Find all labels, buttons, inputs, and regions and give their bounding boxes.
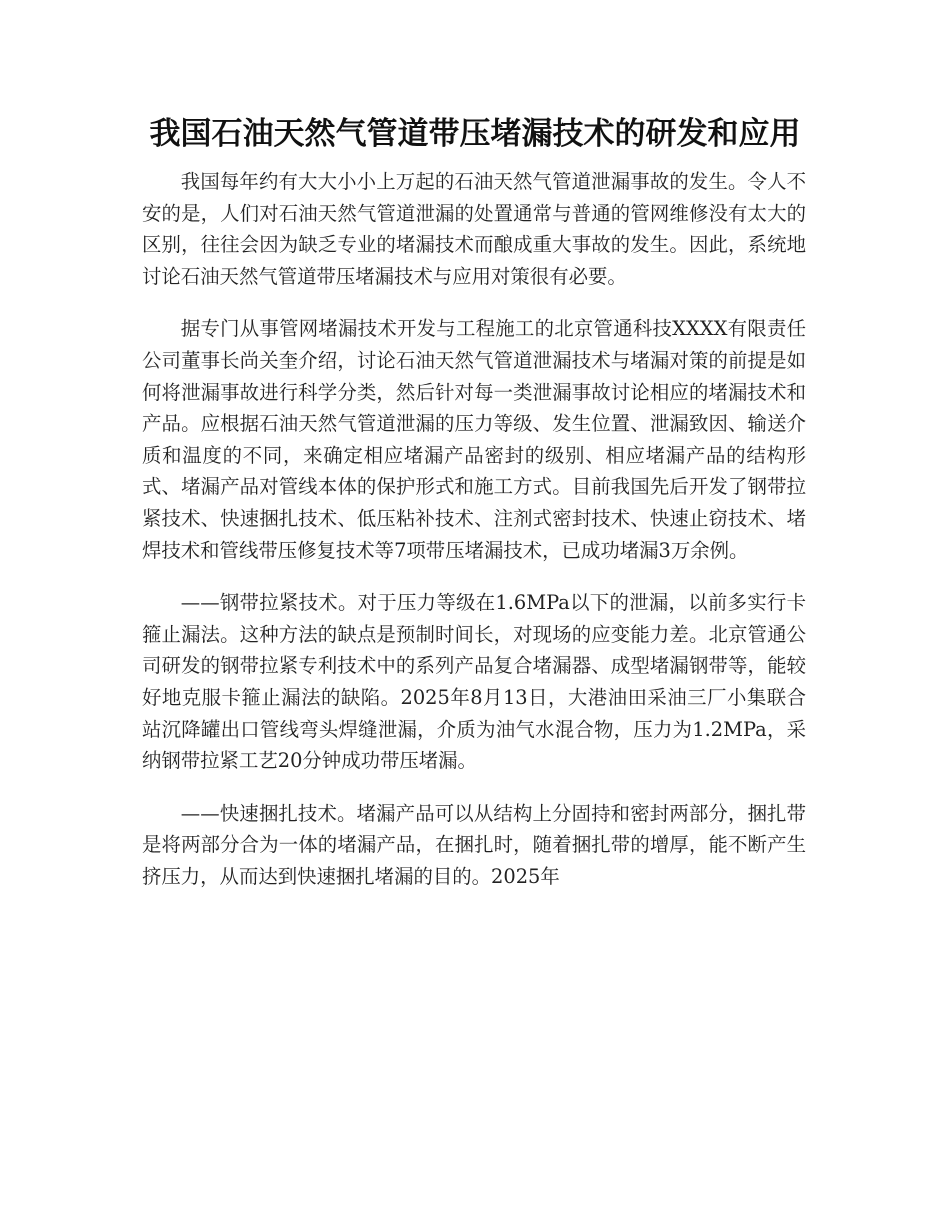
document-body — [142, 166, 806, 913]
document-title: 我国石油天然气管道带压堵漏技术的研发和应用 — [149, 116, 801, 152]
paragraph-intro: 我国每年约有大大小小上万起的石油天然气管道泄漏事故的发生。令人不安的是，人们对石油天然气管道泄漏的处置通常与普通的管网维修没有太大的区别，往往会因为缺乏专业的堵漏技术而酿成重大事故的发生。因此，系统地讨论石油天然气管道带压堵漏技术与应用对策很有必要。 — [142, 170, 806, 288]
paragraph-quick-binding: ——快速捆扎技术。堵漏产品可以从结构上分固持和密封两部分，捆扎带是将两部分合为一体的堵漏产品，在捆扎时，随着捆扎带的增厚，能不断产生挤压力，从而达到快速捆扎堵漏的目的。2025年 — [142, 801, 806, 888]
paragraph-steel-band: ——钢带拉紧技术。对于压力等级在1.6MPa以下的泄漏，以前多实行卡箍止漏法。这种方法的缺点是预制时间长，对现场的应变能力差。北京管通公司研发的钢带拉紧专利技术中的系列产品复合堵漏器、成型堵漏钢带等，能较好地克服卡箍止漏法的缺陷。2025年8月13日，大港油田采油三厂小集联合站沉降罐出口管线弯头焊缝泄漏，介质为油气水混合物，压力为1.2MPa，采纳钢带拉紧工艺20分钟成功带压堵漏。 — [142, 591, 806, 773]
paragraph-overview: 据专门从事管网堵漏技术开发与工程施工的北京管通科技XXXX有限责任公司董事长尚关奎介绍，讨论石油天然气管道泄漏技术与堵漏对策的前提是如何将泄漏事故进行科学分类，然后针对每一类泄漏事故讨论相应的堵漏技术和产品。应根据石油天然气管道泄漏的压力等级、发生位置、泄漏致因、输送介质和温度的不同，来确定相应堵漏产品密封的级别、相应堵漏产品的结构形式、堵漏产品对管线本体的保护形式和施工方式。目前我国先后开发了钢带拉紧技术、快速捆扎技术、低压粘补技术、注剂式密封技术、快速止窃技术、堵焊技术和管线带压修复技术等7项带压堵漏技术，已成功堵漏3万余例。 — [142, 317, 806, 562]
